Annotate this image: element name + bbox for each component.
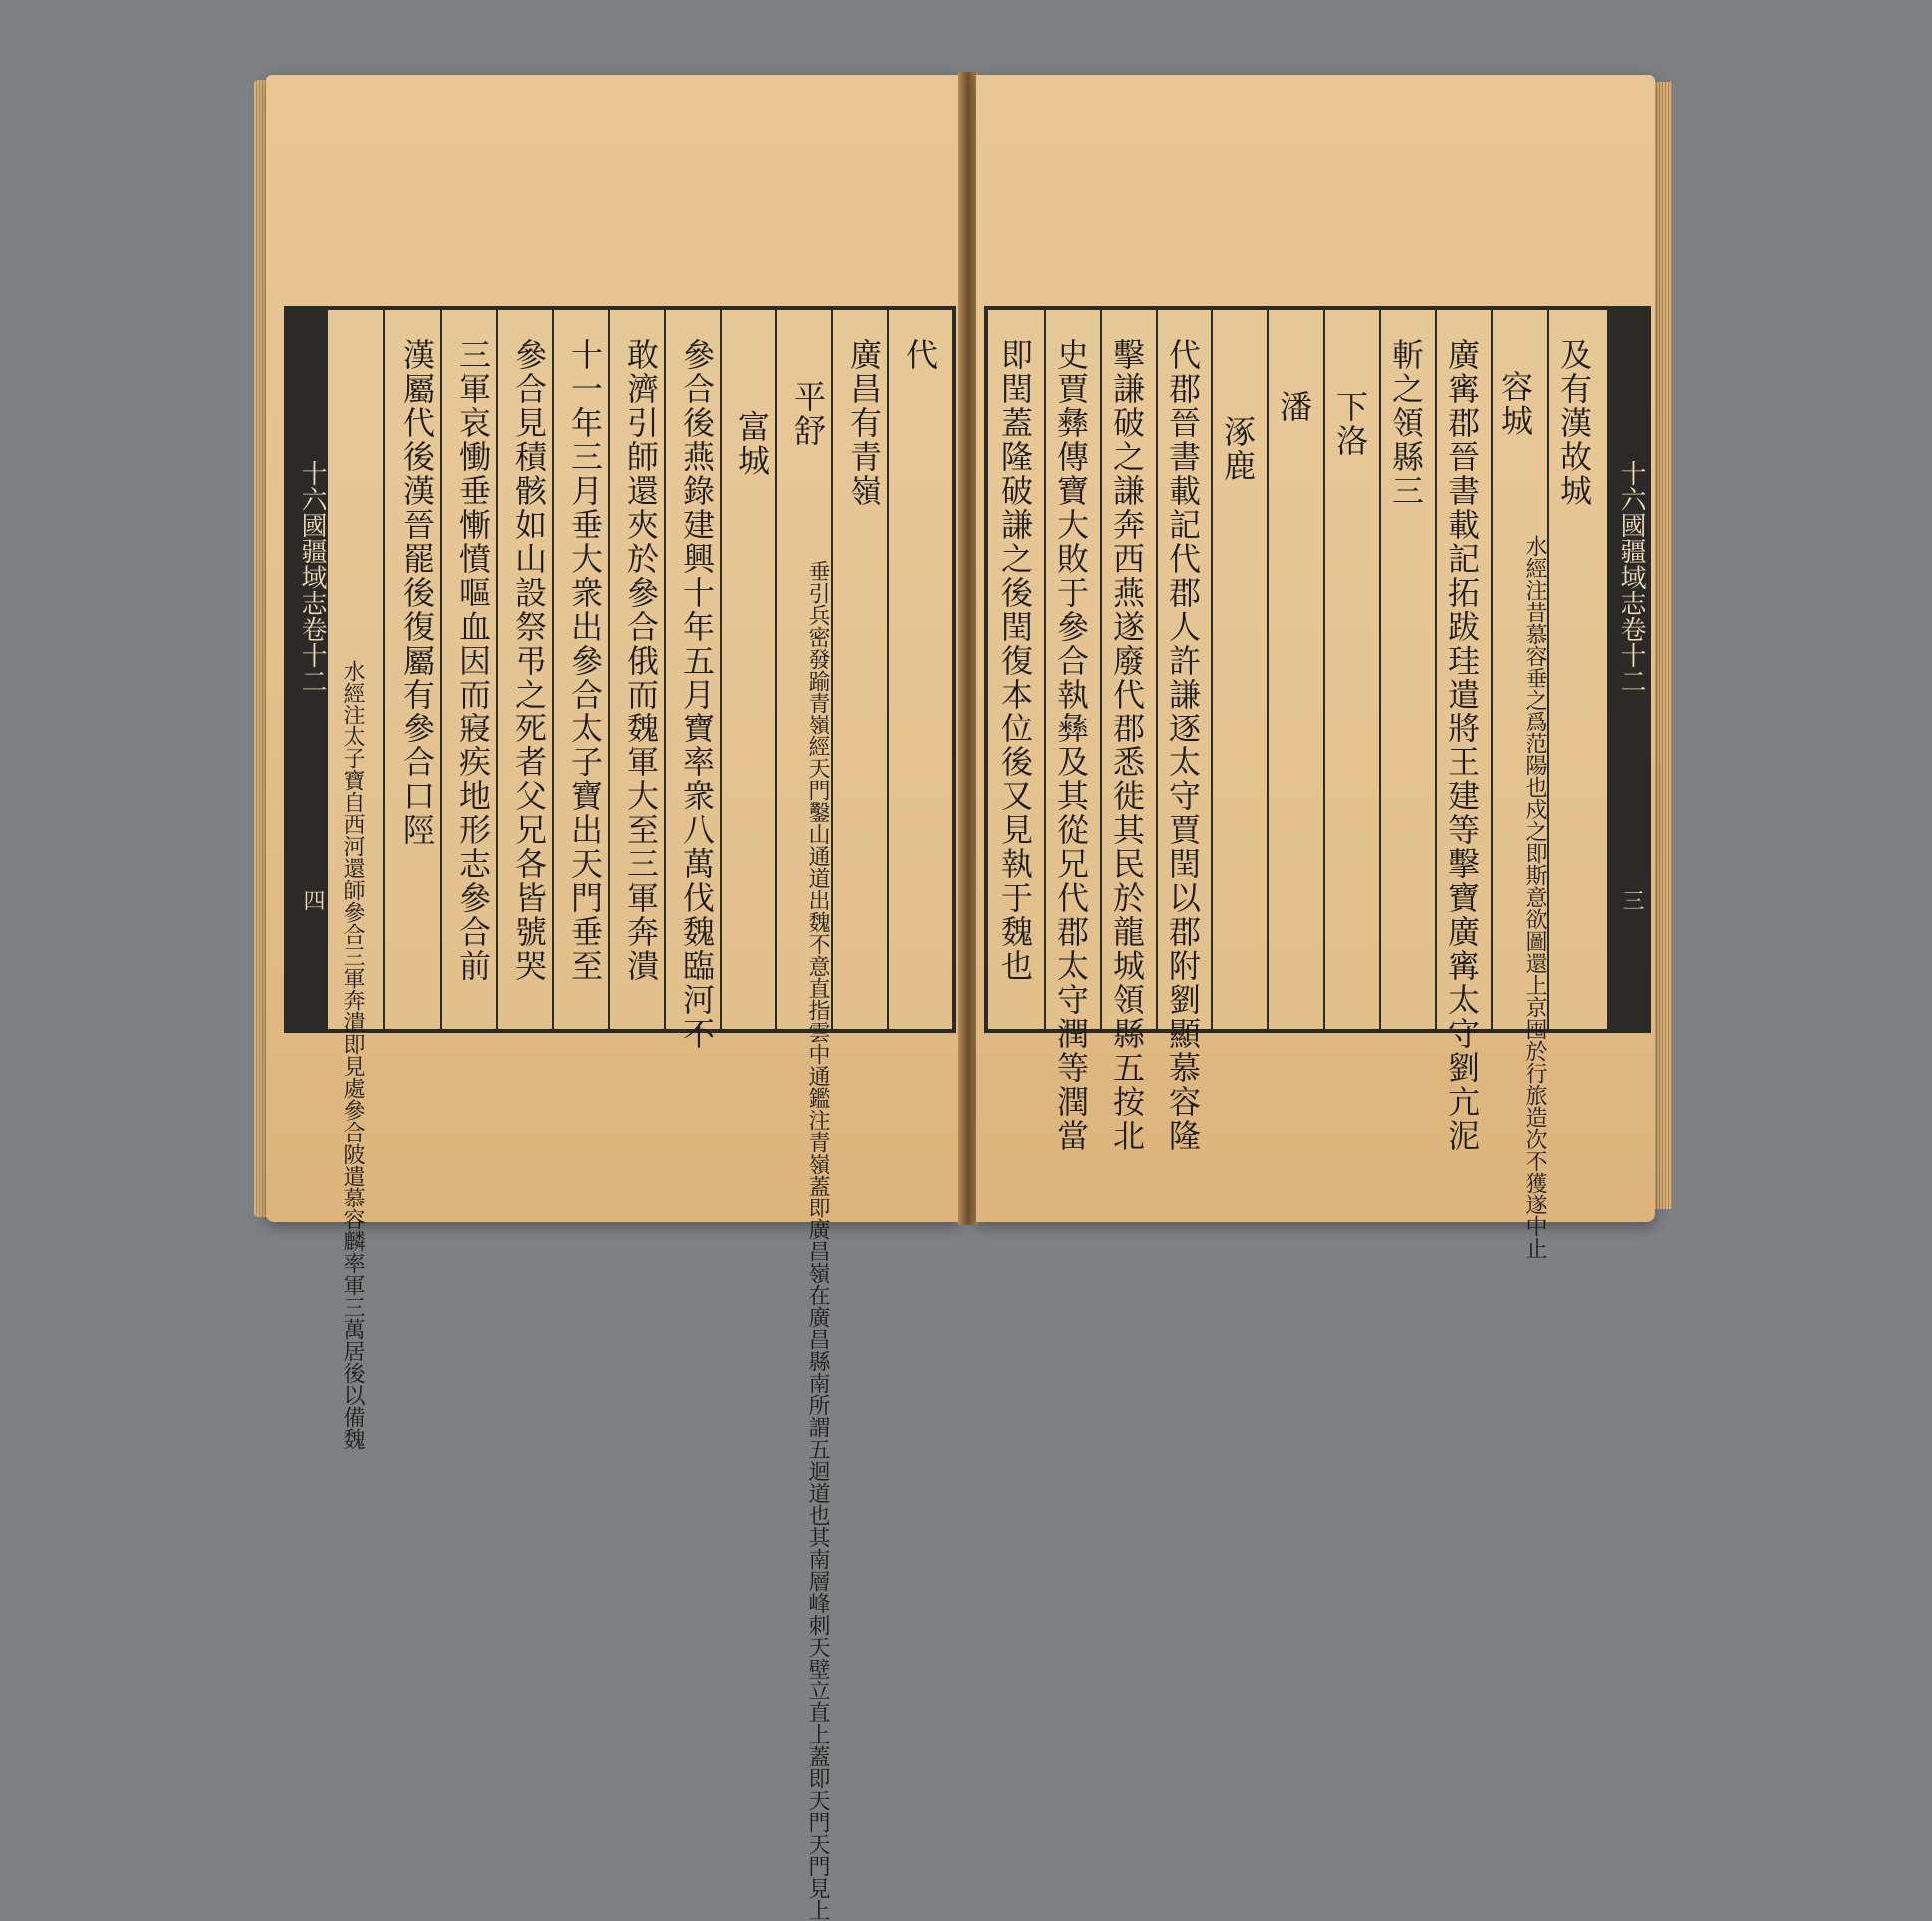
- text-column: 代郡晉書載記代郡人許謙逐太守賈閏以郡附劉顯慕容隆: [1164, 338, 1202, 1153]
- text-column: 及有漢故城: [1555, 338, 1593, 508]
- open-book: [254, 60, 1672, 1921]
- page-edges-right: [1654, 82, 1672, 1209]
- left-fold-margin: [288, 310, 328, 1029]
- text-column: 即閏蓋隆破謙之後閏復本位後又見執于魏也: [996, 338, 1034, 983]
- text-column: 史賈彝傳寶大敗于參合執彝及其從兄代郡太守潤等潤當: [1052, 338, 1090, 1153]
- text-column: 潘: [1275, 390, 1313, 424]
- text-column: 廣昌有青嶺: [845, 338, 883, 508]
- book-spine: [958, 72, 978, 1225]
- right-text-frame: [984, 306, 1651, 1259]
- left-fold-title: 十六國疆域志卷十二: [297, 460, 327, 694]
- text-column: 擊謙破之謙奔西燕遂廢代郡悉徙其民於龍城領縣五按北: [1108, 338, 1146, 1153]
- text-column: 平舒: [789, 380, 827, 448]
- text-column: 漢屬代後漢晉罷後復屬有參合口陘: [398, 338, 436, 847]
- text-column: 容城: [1496, 370, 1534, 438]
- text-column: 涿鹿: [1219, 415, 1257, 483]
- left-page: [266, 75, 960, 1921]
- text-column: 斬之領縣三: [1387, 338, 1425, 508]
- text-column: 三軍哀慟垂慚憤嘔血因而寢疾地形志參合前: [454, 338, 492, 983]
- right-page-number: 三: [1619, 889, 1644, 911]
- annotation-column: 水經注昔慕容垂之爲范陽也戍之即斯意欲圖還上京囤於行旅造次不獲遂中止: [1522, 535, 1547, 1259]
- left-text-frame: [284, 306, 956, 1921]
- annotation-column: 水經注太子寶自西河還師參合三軍奔潰即見處參合陂遣慕容麟率軍三萬居後以備魏: [340, 660, 365, 1450]
- right-fold-title: 十六國疆域志卷十二: [1616, 460, 1646, 694]
- text-column: 廣寗郡晉書載記拓跋珪遣將王建等擊寶廣寗太守劉亢泥: [1443, 338, 1481, 1153]
- annotation-column: 垂引兵密發踰青嶺經天門鑿山通道出魏不意直指雲中通鑑注青嶺蓋即廣昌嶺在廣昌縣南所謂五迴道也其南層峰刺天壁立直上蓋即天門天門見上: [805, 560, 830, 1921]
- text-column: 下洛: [1331, 390, 1369, 458]
- text-column: 十一年三月垂大衆出參合太子寶出天門垂至: [566, 338, 604, 983]
- right-fold-margin: [1607, 310, 1647, 1029]
- text-column: 參合見積骸如山設祭弔之死者父兄各皆號哭: [510, 338, 548, 983]
- text-column: 富城: [733, 410, 771, 478]
- text-column: 敢濟引師還夾於參合俄而魏軍大至三軍奔潰: [622, 338, 660, 983]
- text-column: 代: [901, 338, 939, 372]
- right-page: [976, 75, 1655, 1259]
- text-column: 參合後燕錄建興十年五月寶率衆八萬伐魏臨河不: [678, 338, 716, 1051]
- left-page-number: 四: [300, 889, 325, 911]
